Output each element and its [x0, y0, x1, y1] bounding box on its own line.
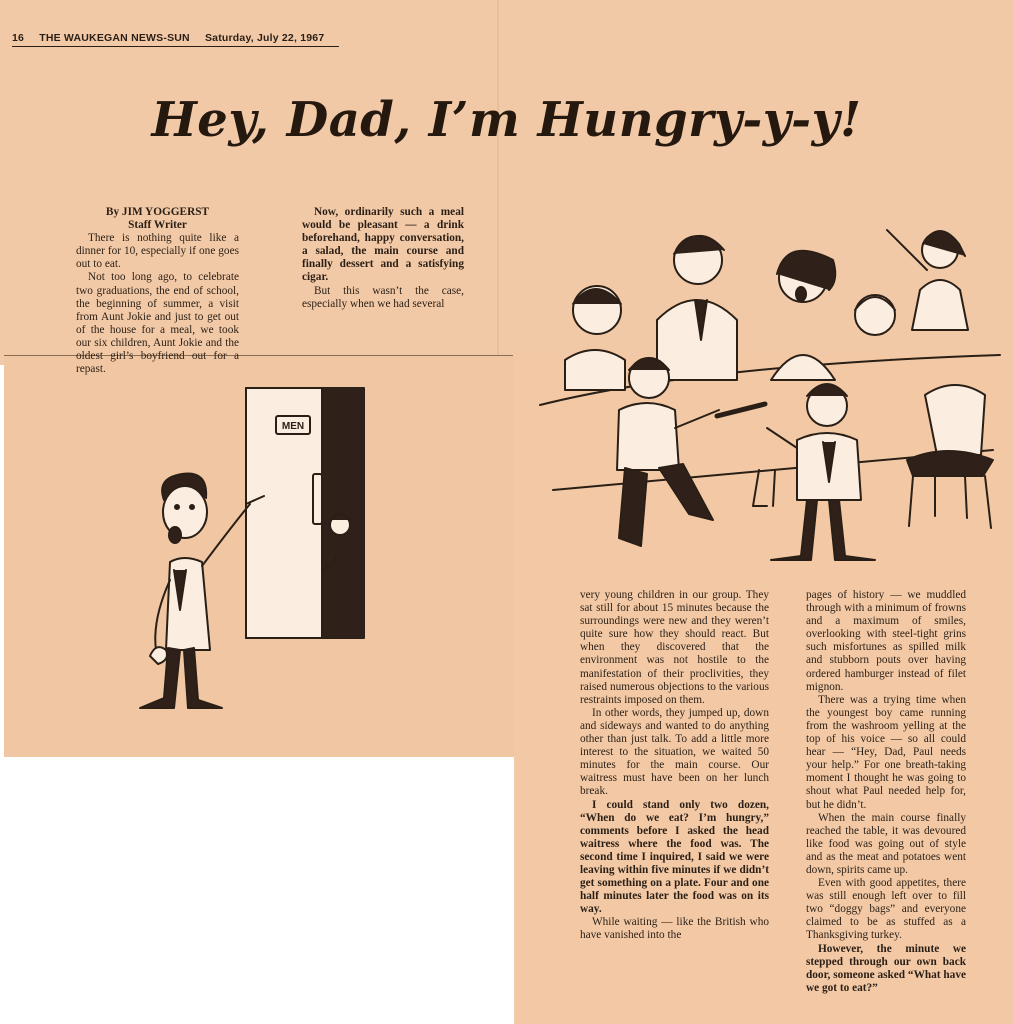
article-paragraph: I could stand only two dozen, “When do we eat? I’m hungry,” comments before I asked the head waitress where the food was. The second time I inquired, I said we were leaving within five minutes if we didn’t get something on a plate. Four and one half minutes later the food was on its way.	[580, 798, 769, 916]
newspaper-name: THE WAUKEGAN NEWS-SUN	[39, 32, 190, 44]
men-sign-label: MEN	[281, 421, 305, 432]
issue-date: Saturday, July 22, 1967	[204, 32, 325, 44]
article-paragraph: There is nothing quite like a dinner for 10, especially if one goes out to eat.	[76, 232, 239, 271]
men-sign	[276, 416, 310, 434]
article-paragraph: very young children in our group. They sat still for about 15 minutes because the surroundings were new and they weren’t quite sure how they should react. But when they discovered that the environment was not hostile to the manifestation of their proclivities, they raised numerous objections to the various restraints imposed on them.	[580, 589, 769, 706]
restaurant-cartoon	[535, 220, 1005, 565]
article-paragraph: However, the minute we stepped through our own back door, someone asked “What have we got to eat?”	[806, 942, 966, 994]
byline-author: By JIM YOGGERST	[105, 206, 210, 218]
page-number: 16	[12, 32, 25, 44]
article-paragraph: Now, ordinarily such a meal would be pleasant — a drink beforehand, happy conversation, a salad, the main course and finally dessert and a satisfying cigar.	[302, 206, 464, 284]
washroom-cartoon	[130, 380, 370, 720]
headline: Hey, Dad, I’m Hungry-y-y!	[151, 92, 862, 148]
article-paragraph: Not too long ago, to celebrate two graduations, the end of school, the beginning of summer, a visit from Aunt Jokie and just to get out of the house for a meal, we took our six children, Aunt Jokie and the oldest girl’s boyfriend out for a repast.	[76, 271, 239, 376]
article-paragraph: While waiting — like the British who have vanished into the	[580, 916, 769, 942]
article-column-4	[806, 589, 966, 995]
masthead	[12, 32, 336, 44]
article-paragraph: When the main course finally reached the table, it was devoured like food was going out of style and as the meat and potatoes went down, spirits came up.	[806, 811, 966, 876]
masthead-rule	[12, 46, 339, 47]
paper-fold	[497, 0, 499, 365]
article-column-3	[580, 589, 769, 943]
article-column-2	[302, 206, 464, 311]
article-paragraph: Even with good appetites, there was still enough left over to fill two “doggy bags” and everyone claimed to be as stuffed as a Thanksgiving turkey.	[806, 877, 966, 942]
article-column-1	[76, 206, 239, 376]
article-paragraph: But this wasn’t the case, especially when we had several	[302, 284, 464, 310]
article-paragraph: In other words, they jumped up, down and sideways and wanted to do anything other than just talk. To add a little more interest to the situation, we waited 50 minutes for the main course. Our waitress must have been on her lunch break.	[580, 706, 769, 798]
article-paragraph: There was a trying time when the youngest boy came running from the washroom yelling at the top of his voice — so all could hear — “Hey, Dad, Paul needs your help.” For one breath-taking moment I thought he was going to shout what Paul needed help for, but he didn’t.	[806, 693, 966, 811]
byline-role: Staff Writer	[128, 219, 187, 232]
article-paragraph: pages of history — we muddled through with a minimum of frowns and a maximum of smiles, overlooking with steel-tight grins such misfortunes as spilled milk and stubborn pouts over having ordered hamburger instead of filet mignon.	[806, 589, 966, 693]
